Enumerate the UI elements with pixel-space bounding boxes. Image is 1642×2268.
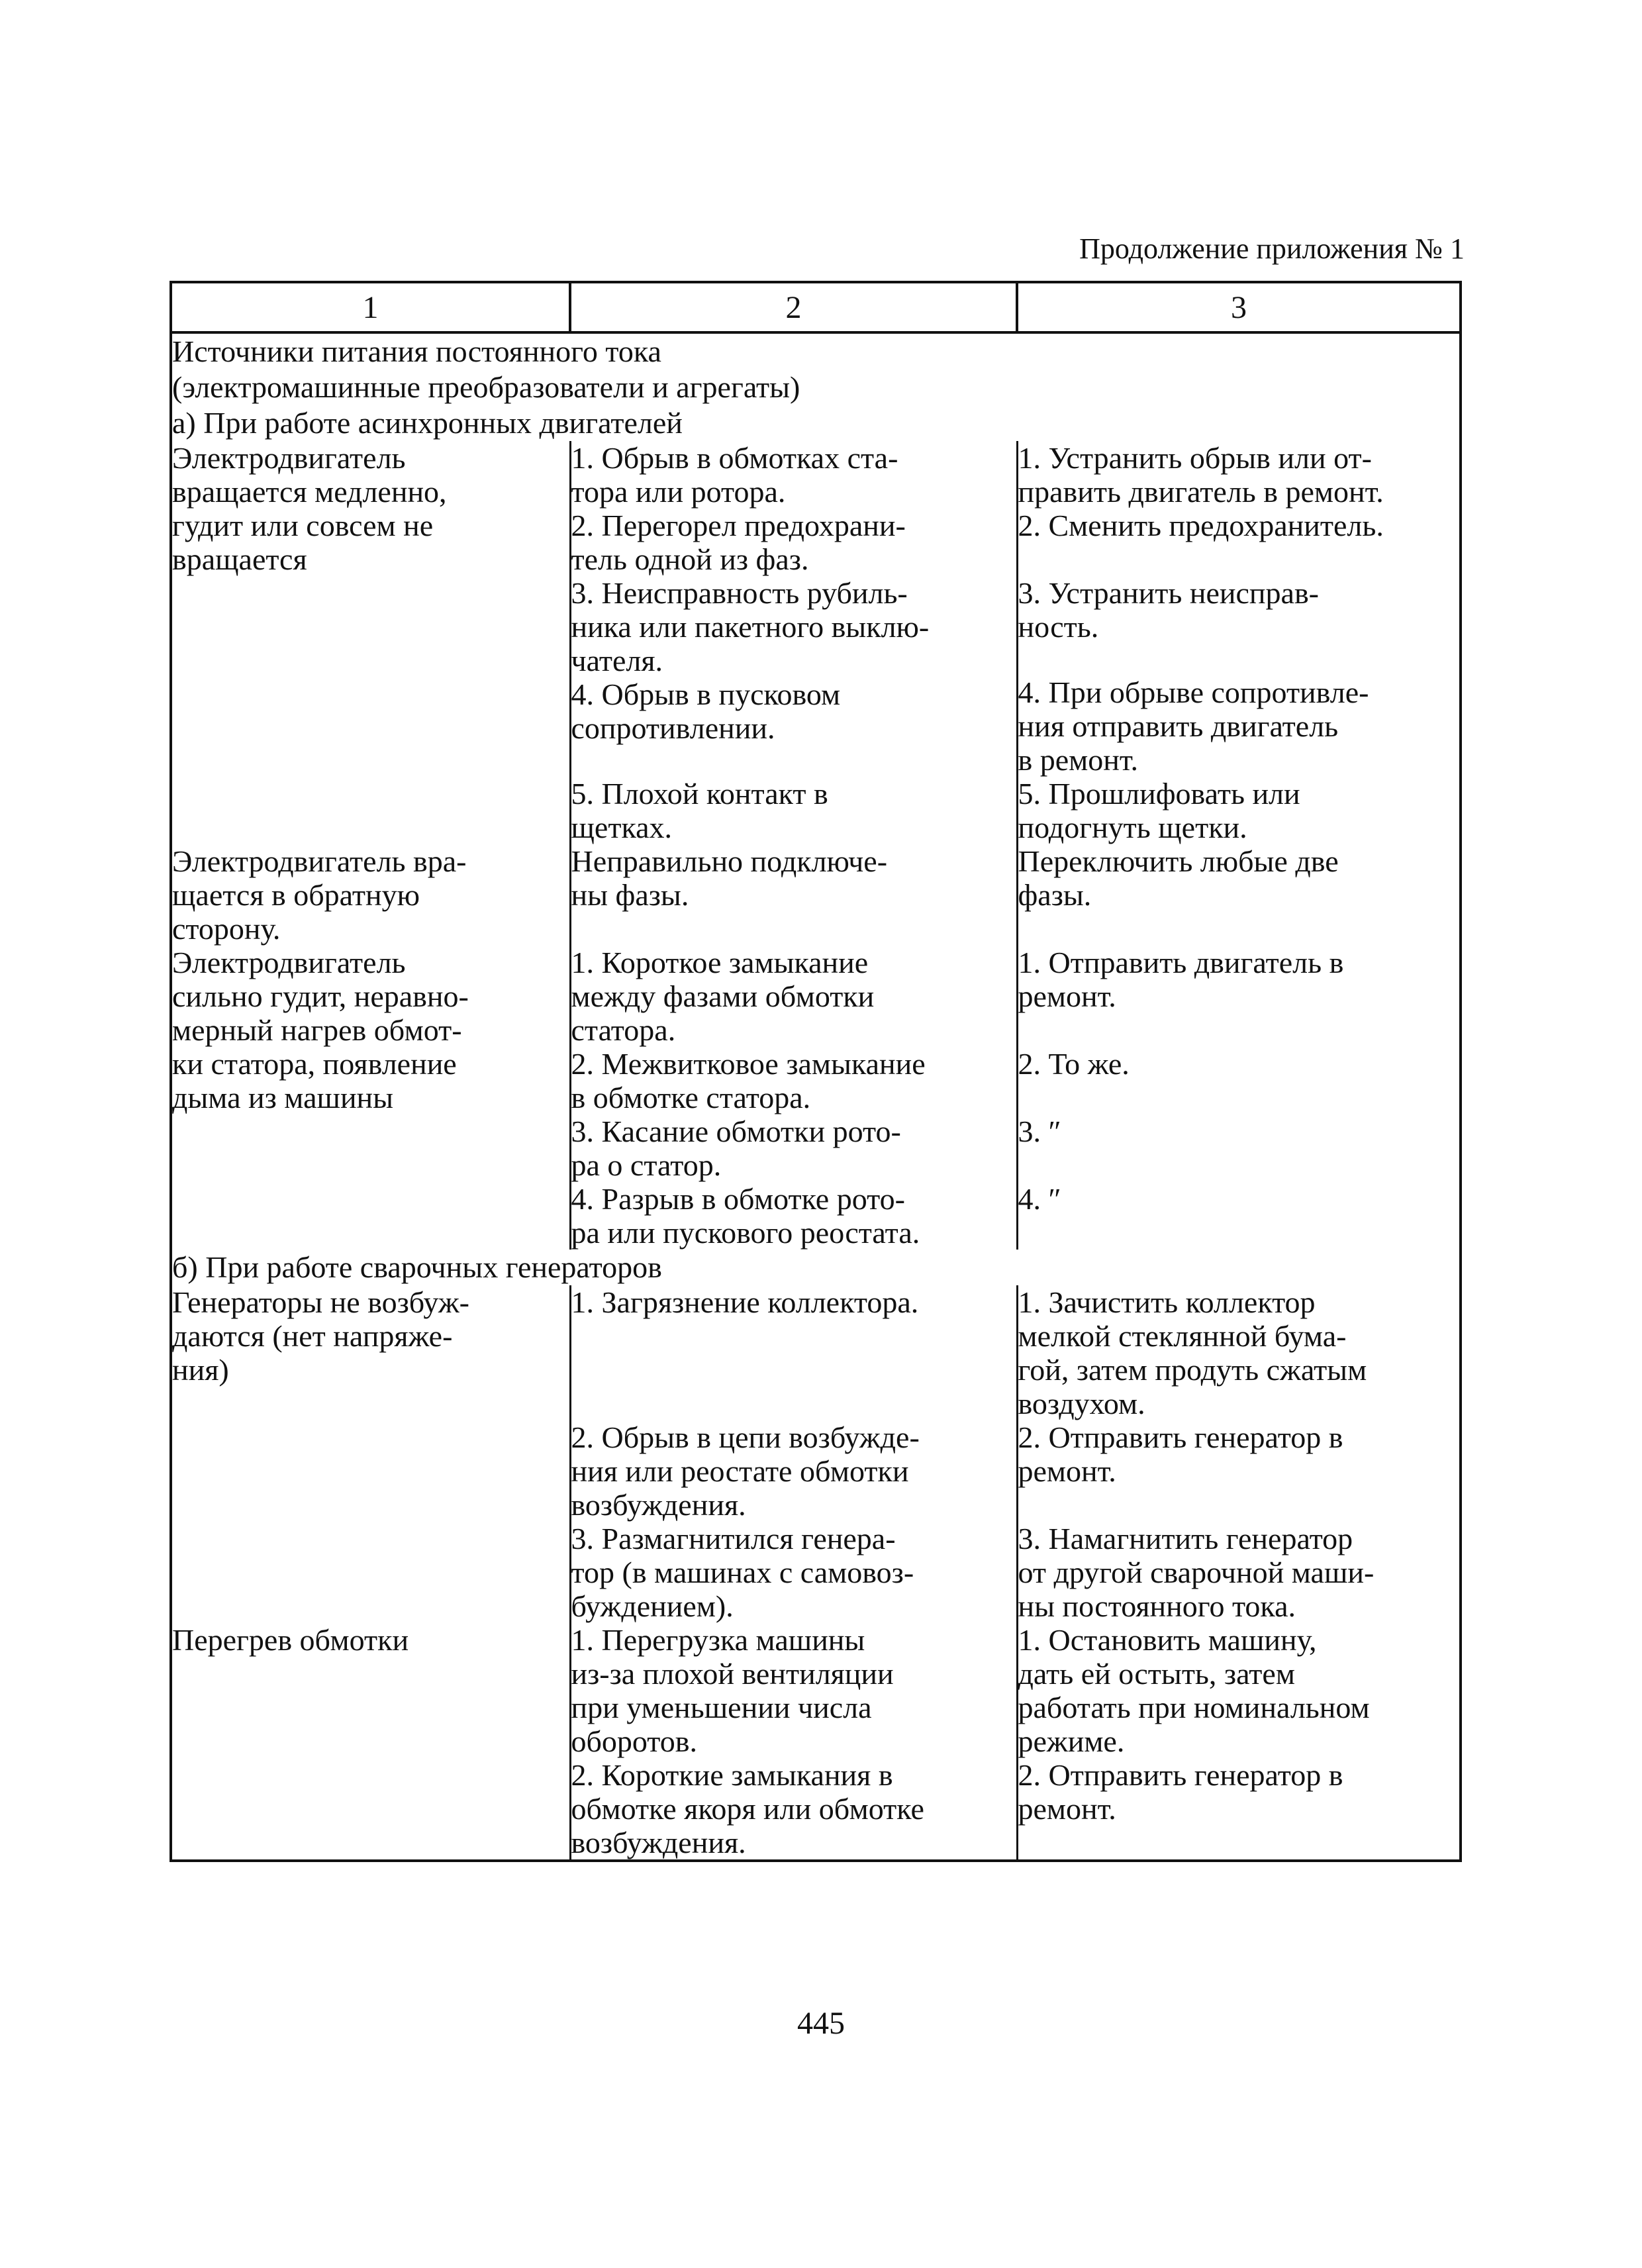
cause-item: 3. Размагнитился генера- тор (в машинах с самовоз- буждением). — [571, 1522, 914, 1623]
cause-item: 1. Загрязнение коллектора. — [571, 1285, 919, 1319]
subsection-a-title: а) При работе асинхронных двигателей — [171, 405, 1461, 441]
table-row — [171, 946, 1461, 1250]
cause-item: 2. Короткие замыкания в обмотке якоря или обмотке возбуждения. — [571, 1758, 924, 1859]
header-col-1: 1 — [171, 282, 570, 332]
section-heading-row — [171, 332, 1461, 405]
symptom-text: Генераторы не возбуж- даются (нет напряже- ния) — [172, 1285, 469, 1387]
remedy-item: 2. Сменить предохранитель. — [1018, 509, 1384, 542]
subsection-b-title: б) При работе сварочных генераторов — [171, 1250, 1461, 1285]
appendix-table — [169, 281, 1462, 1862]
page-continuation-note: Продолжение приложения № 1 — [1079, 232, 1465, 265]
section-subtitle: (электромашинные преобразователи и агрегаты) — [172, 370, 800, 404]
cause-item: 5. Плохой контакт в щетках. — [571, 777, 828, 844]
cause-item: 1. Короткое замыкание между фазами обмотки статора. — [571, 946, 875, 1047]
remedy-item: 4. При обрыве сопротивле- ния отправить двигатель в ремонт. — [1018, 675, 1369, 777]
header-col-3: 3 — [1017, 282, 1461, 332]
remedy-item: 1. Устранить обрыв или от- править двигатель в ремонт. — [1018, 441, 1384, 509]
cause-item: 3. Неисправность рубиль- ника или пакетного выклю- чателя. — [571, 576, 930, 677]
table-row — [171, 844, 1461, 946]
header-col-2: 2 — [570, 282, 1017, 332]
remedy-item: 1. Зачистить коллектор мелкой стеклянной бума- гой, затем продуть сжатым воздухом. — [1018, 1285, 1367, 1420]
cause-item: Неправильно подключе- ны фазы. — [571, 844, 888, 912]
subsection-b-row — [171, 1250, 1461, 1285]
cause-item: 2. Перегорел предохрани- тель одной из фаз. — [571, 509, 906, 576]
symptom-text: Электродвигатель вра- щается в обратную сторону. — [172, 844, 467, 946]
remedy-item: Переключить любые две фазы. — [1018, 844, 1339, 912]
symptom-text: Электродвигатель вращается медленно, гудит или совсем не вращается — [172, 441, 447, 576]
remedy-item: 2. Отправить генератор в ремонт. — [1018, 1758, 1343, 1826]
table-row — [171, 441, 1461, 844]
subsection-a-row — [171, 405, 1461, 441]
symptom-text: Электродвигатель сильно гудит, неравно- мерный нагрев обмот- ки статора, появление дыма из машины — [172, 946, 469, 1114]
remedy-item: 4. ″ — [1018, 1182, 1061, 1216]
cause-item: 1. Перегрузка машины из-за плохой вентиляции при уменьшении числа оборотов. — [571, 1623, 894, 1758]
remedy-item: 2. То же. — [1018, 1047, 1130, 1081]
remedy-item: 1. Остановить машину, дать ей остыть, затем работать при номинальном режиме. — [1018, 1623, 1370, 1758]
cause-item: 1. Обрыв в обмотках ста- тора или ротора. — [571, 441, 898, 509]
cause-item: 2. Обрыв в цепи возбужде- ния или реостате обмотки возбуждения. — [571, 1420, 920, 1522]
cause-item: 4. Разрыв в обмотке рото- ра или пускового реостата. — [571, 1182, 920, 1250]
remedy-item: 5. Прошлифовать или подогнуть щетки. — [1018, 777, 1300, 844]
cause-item: 2. Межвитковое замыкание в обмотке статора. — [571, 1047, 926, 1114]
remedy-item: 1. Отправить двигатель в ремонт. — [1018, 946, 1344, 1013]
page-number: 445 — [797, 2006, 845, 2041]
table-row — [171, 1623, 1461, 1861]
remedy-item: 3. ″ — [1018, 1114, 1061, 1148]
table-row — [171, 1285, 1461, 1623]
symptom-text: Перегрев обмотки — [172, 1623, 409, 1657]
remedy-item: 2. Отправить генератор в ремонт. — [1018, 1420, 1343, 1488]
cause-item: 3. Касание обмотки рото- ра о статор. — [571, 1114, 901, 1182]
cause-item: 4. Обрыв в пусковом сопротивлении. — [571, 677, 841, 745]
header-row — [171, 282, 1461, 332]
remedy-item: 3. Намагнитить генератор от другой сварочной маши- ны постоянного тока. — [1018, 1522, 1375, 1623]
section-title: Источники питания постоянного тока — [172, 334, 661, 368]
remedy-item: 3. Устранить неисправ- ность. — [1018, 576, 1319, 644]
